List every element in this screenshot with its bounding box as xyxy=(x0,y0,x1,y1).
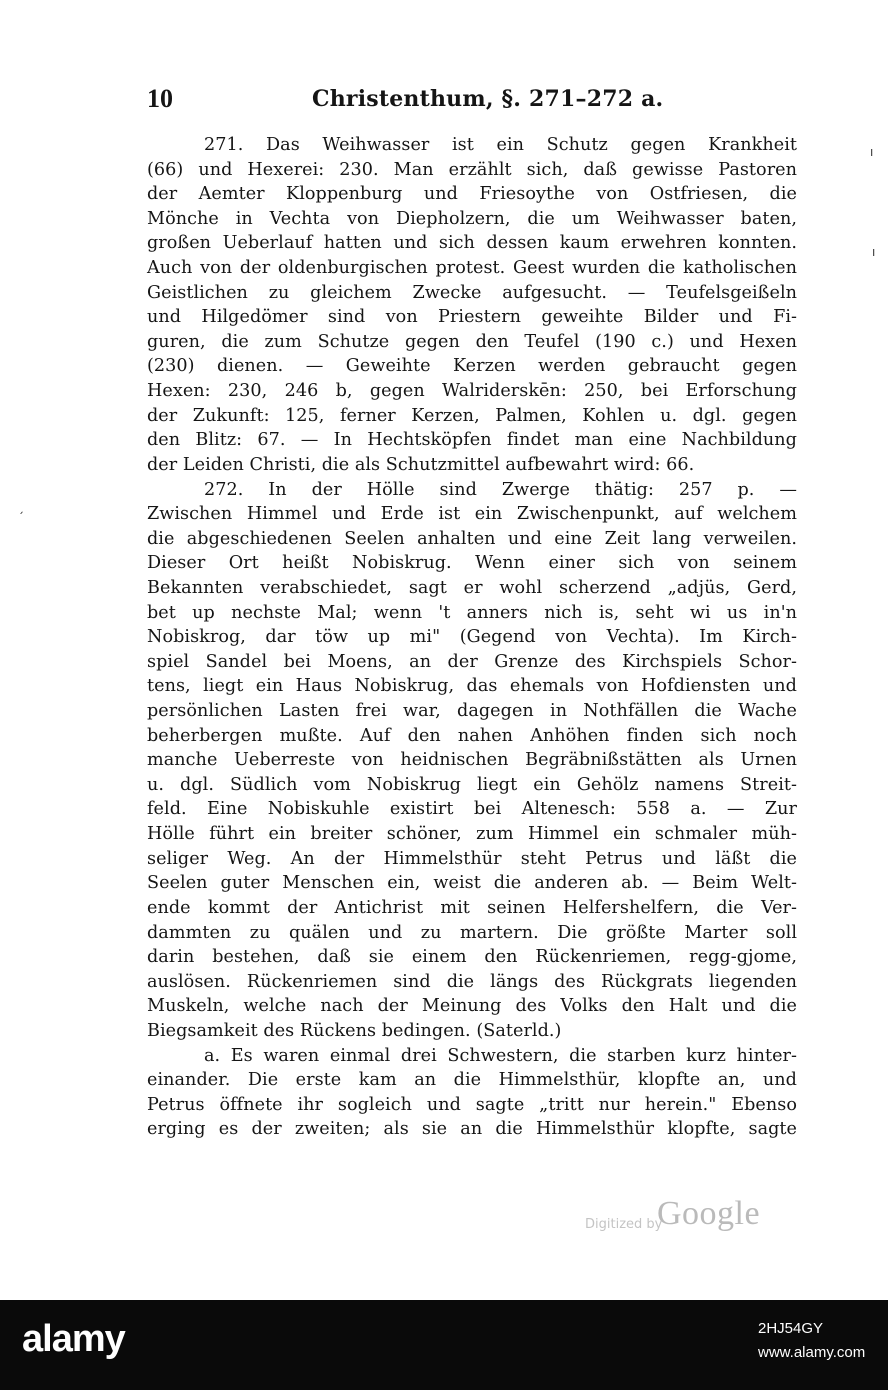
text-line: spiel Sandel bei Moens, an der Grenze des Kirchspiels Schor- xyxy=(147,651,797,672)
text-line: und Hilgedömer sind von Priestern geweihte Bilder und Fi- xyxy=(147,307,797,328)
text-line: erging es der zweiten; als sie an die Himmelsthür klopfte, sagte xyxy=(147,1119,797,1140)
text-line: Bekannten verabschiedet, sagt er wohl scherzend „adjüs, Gerd, xyxy=(147,577,797,598)
text-line: a. Es waren einmal drei Schwestern, die starben kurz hinter- xyxy=(204,1045,797,1066)
scan-speck: ˏ xyxy=(18,500,24,514)
google-logo-text: Google xyxy=(657,1195,761,1232)
text-line: der Zukunft: 125, ferner Kerzen, Palmen, Kohlen u. dgl. gegen xyxy=(147,405,797,426)
text-line: (66) und Hexerei: 230. Man erzählt sich, daß gewisse Pastoren xyxy=(147,159,797,180)
text-line: persönlichen Lasten frei war, dagegen in Nothfällen die Wache xyxy=(147,701,797,722)
text-line: einander. Die erste kam an die Himmelsthür, klopfte an, und xyxy=(147,1070,797,1091)
text-line: guren, die zum Schutze gegen den Teufel (190 c.) und Hexen xyxy=(147,331,797,352)
text-line: Hölle führt ein breiter schöner, zum Himmel ein schmaler müh- xyxy=(147,824,797,845)
text-line: manche Ueberreste von heidnischen Begräbnißstätten als Urnen xyxy=(147,750,797,771)
text-line: Geistlichen zu gleichem Zwecke aufgesucht. — Teufelsgeißeln xyxy=(147,282,797,303)
text-line: Petrus öffnete ihr sogleich und sagte „tritt nur herein." Ebenso xyxy=(147,1094,797,1115)
svg-text:alamy: alamy xyxy=(22,1318,125,1360)
page-number: 10 xyxy=(147,84,173,113)
digitized-by-label: Digitized by xyxy=(585,1217,663,1232)
text-line: tens, liegt ein Haus Nobiskrug, das ehemals von Hofdiensten und xyxy=(147,676,797,697)
text-line: die abgeschiedenen Seelen anhalten und eine Zeit lang verweilen. xyxy=(147,528,797,549)
alamy-logo xyxy=(22,1318,152,1360)
text-line: Mönche in Vechta von Diepholzern, die um Weihwasser baten, xyxy=(147,208,797,229)
site-url: www.alamy.com xyxy=(758,1344,866,1361)
text-line: Biegsamkeit des Rückens bedingen. (Saterld.) xyxy=(147,1020,562,1041)
running-title: Christenthum, §. 271–272 a. xyxy=(312,86,664,112)
image-code: 2HJ54GY xyxy=(758,1320,824,1337)
text-line: beherbergen mußte. Auf den nahen Anhöhen finden sich noch xyxy=(147,725,797,746)
text-line: auslösen. Rückenriemen sind die längs des Rückgrats liegenden xyxy=(147,971,797,992)
google-watermark xyxy=(585,1195,785,1243)
text-line: Dieser Ort heißt Nobiskrug. Wenn einer sich von seinem xyxy=(147,553,797,574)
text-line: der Leiden Christi, die als Schutzmittel aufbewahrt wird: 66. xyxy=(147,454,695,475)
text-line: (230) dienen. — Geweihte Kerzen werden gebraucht gegen xyxy=(147,356,797,377)
text-line: Auch von der oldenburgischen protest. Geest wurden die katholischen xyxy=(147,258,797,279)
text-line: 272. In der Hölle sind Zwerge thätig: 257 p. — xyxy=(204,479,797,500)
text-line: darin bestehen, daß sie einem den Rückenriemen, regg-gjome, xyxy=(147,947,797,968)
scan-speck: ı xyxy=(870,145,874,159)
text-line: großen Ueberlauf hatten und sich dessen kaum erwehren konnten. xyxy=(147,233,797,254)
scan-speck: ı xyxy=(872,245,876,259)
text-line: der Aemter Kloppenburg und Friesoythe von Ostfriesen, die xyxy=(147,184,797,205)
body-text xyxy=(147,133,797,1142)
text-line: Zwischen Himmel und Erde ist ein Zwischenpunkt, auf welchem xyxy=(147,504,797,525)
text-line: den Blitz: 67. — In Hechtsköpfen findet man eine Nachbildung xyxy=(147,430,797,451)
text-line: dammten zu quälen und zu martern. Die größte Marter soll xyxy=(147,922,797,943)
text-line: seliger Weg. An der Himmelsthür steht Petrus und läßt die xyxy=(147,848,797,869)
text-line: Muskeln, welche nach der Meinung des Volks den Halt und die xyxy=(147,996,797,1017)
text-line: 271. Das Weihwasser ist ein Schutz gegen Krankheit xyxy=(204,135,797,155)
text-line: feld. Eine Nobiskuhle existirt bei Altenesch: 558 a. — Zur xyxy=(147,799,797,820)
text-line: u. dgl. Südlich vom Nobiskrug liegt ein Gehölz namens Streit- xyxy=(147,774,797,795)
text-line: Nobiskrog, dar töw up mi" (Gegend von Vechta). Im Kirch- xyxy=(147,627,797,648)
text-line: Seelen guter Menschen ein, weist die anderen ab. — Beim Welt- xyxy=(147,873,797,894)
page-header xyxy=(147,84,812,120)
text-line: ende kommt der Antichrist mit seinen Helfershelfern, die Ver- xyxy=(147,897,797,918)
text-line: bet up nechste Mal; wenn 't anners nich is, seht wi us in'n xyxy=(147,602,797,623)
text-line: Hexen: 230, 246 b, gegen Walriderskēn: 250, bei Erforschung xyxy=(147,381,797,402)
stock-footer-bar xyxy=(0,1300,888,1390)
